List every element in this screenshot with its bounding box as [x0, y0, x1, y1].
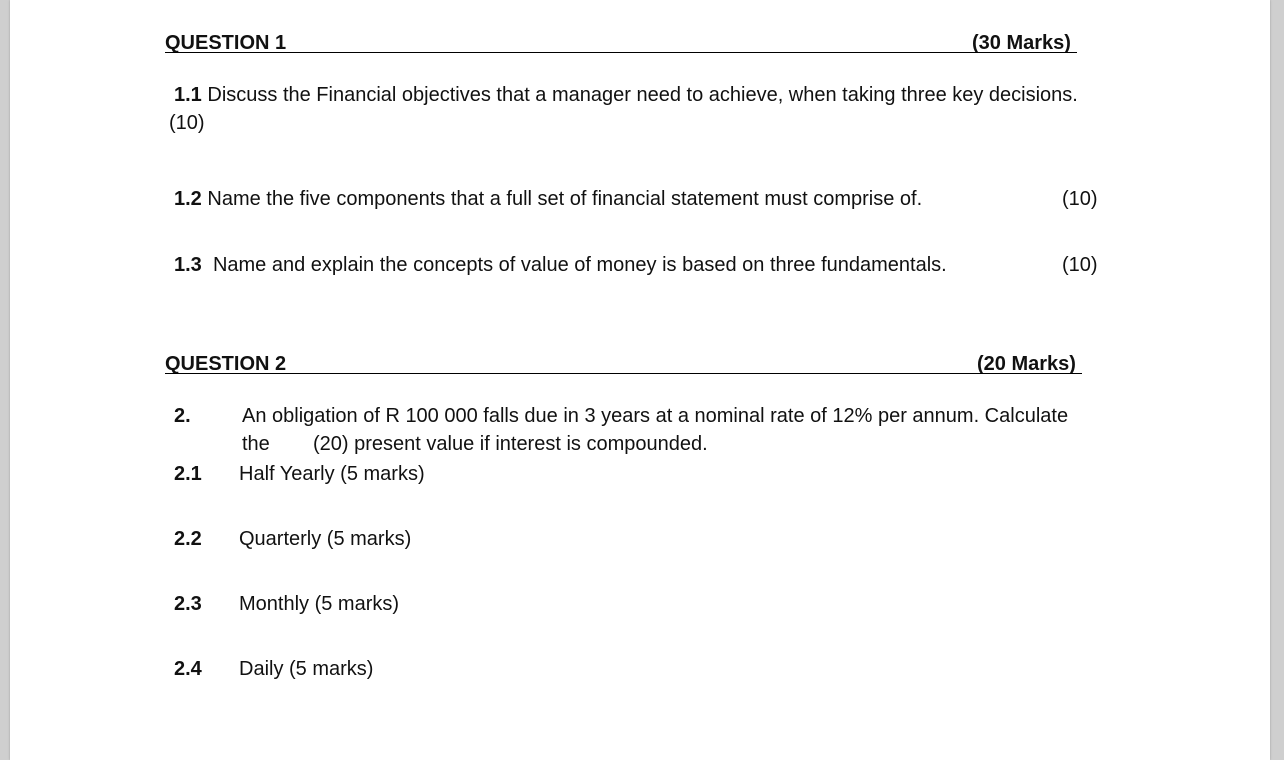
item-number: 1.1	[174, 84, 202, 106]
item-2-3-text: Monthly (5 marks)	[239, 593, 400, 615]
item-1-2-marks: (10)	[1062, 188, 1098, 210]
item-1-2	[174, 187, 922, 211]
question-1-marks: (30 Marks)	[972, 32, 1071, 54]
item-1-1-marks: (10)	[169, 112, 205, 134]
item-2-1-text: Half Yearly (5 marks)	[239, 463, 425, 485]
item-text: Name the five components that a full set of financial statement must comprise of.	[207, 188, 923, 210]
item-2-4-number: 2.4	[174, 658, 202, 680]
question-2-underline	[165, 373, 1082, 374]
item-2-2-text: Quarterly (5 marks)	[239, 528, 412, 550]
question-1-heading: QUESTION 1	[165, 32, 287, 54]
question-2-intro-number: 2.	[174, 405, 191, 427]
question-2-intro-line-2b: (20) present value if interest is compounded.	[313, 433, 708, 455]
item-2-4-text: Daily (5 marks)	[239, 658, 374, 680]
item-2-3-number: 2.3	[174, 593, 202, 615]
question-2-intro-line-2a: the	[242, 433, 270, 455]
item-number: 1.3	[174, 254, 202, 276]
question-2-intro-line-1: An obligation of R 100 000 falls due in 3 years at a nominal rate of 12% per annum. Calculate	[242, 405, 1069, 427]
item-text: Name and explain the concepts of value of money is based on three fundamentals.	[212, 254, 947, 276]
item-number: 1.2	[174, 188, 202, 210]
document-page	[10, 0, 1270, 760]
question-2-heading: QUESTION 2	[165, 353, 287, 375]
item-2-1-number: 2.1	[174, 463, 202, 485]
item-1-3	[174, 253, 947, 277]
item-1-3-marks: (10)	[1062, 254, 1098, 276]
item-text: Discuss the Financial objectives that a manager need to achieve, when taking three key decisions.	[207, 84, 1078, 106]
item-2-2-number: 2.2	[174, 528, 202, 550]
item-1-1	[174, 83, 1078, 107]
question-2-marks: (20 Marks)	[977, 353, 1076, 375]
question-1-underline	[165, 52, 1077, 53]
